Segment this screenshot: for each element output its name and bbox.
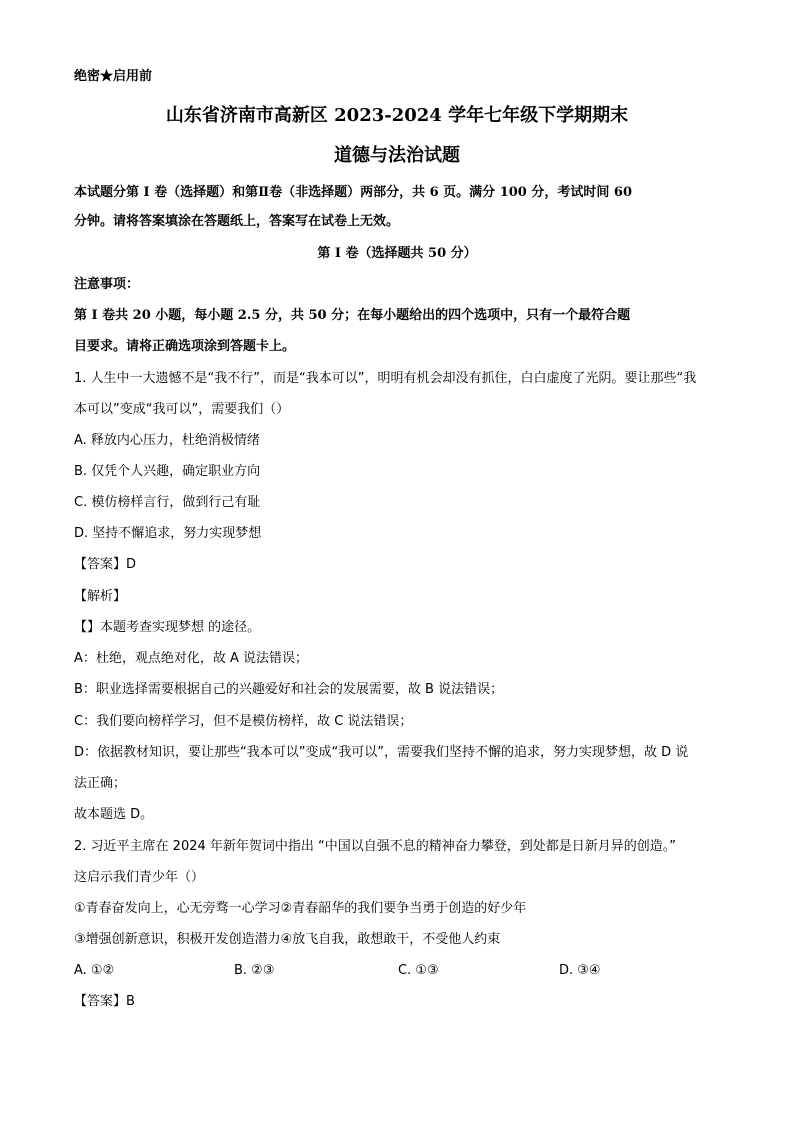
q2-option-d: D. ③④ [559,963,601,978]
q2-stem-line-2: 这启示我们青少年（） [74,870,205,885]
q1-stem-line-1: 1. 人生中一大遗憾不是“我不行”，而是“我本可以”，明明有机会却没有抓住，白白虚度了光阴。要让那些“我 [74,371,697,386]
q1-option-c: C. 模仿榜样言行，做到行己有耻 [74,495,261,510]
exam-title: 山东省济南市高新区 2023-2024 学年七年级下学期期末 [165,105,629,126]
q1-analysis-line: 法正确； [74,776,127,791]
q1-analysis-line: B：职业选择需要根据自己的兴趣爱好和社会的发展需要，故 B 说法错误； [74,682,504,697]
q2-answer: 【答案】B [74,994,135,1009]
q1-option-d: D. 坚持不懈追求，努力实现梦想 [74,526,262,541]
q1-analysis-line: D：依据教材知识，要让那些“我本可以”变成“我可以”，需要我们坚持不懈的追求，努力实现梦想，故 D 说 [74,745,689,760]
q1-stem-line-2: 本可以”变成“我可以”，需要我们（） [74,402,290,417]
exam-subtitle: 道德与法治试题 [334,145,460,166]
q1-option-a: A. 释放内心压力，杜绝消极情绪 [74,433,260,448]
q2-option-a: A. ①② [74,963,115,978]
q1-analysis-line: 故本题选 D。 [74,807,154,822]
intro-line-2: 分钟。请将答案填涂在答题纸上，答案写在试卷上无效。 [74,214,400,229]
q1-analysis-line: C：我们要向榜样学习，但不是模仿榜样，故 C 说法错误； [74,714,413,729]
q1-analysis-line: A：杜绝，观点绝对化，故 A 说法错误； [74,651,309,666]
intro-line-1: 本试题分第 I 卷（选择题）和第Ⅱ卷（非选择题）两部分，共 6 页。满分 100 分，考试时间 60 [74,185,632,200]
section-heading: 第 I 卷（选择题共 50 分） [317,246,477,261]
classification-label: 绝密★启用前 [74,69,153,84]
q2-statements-line-1: ①青春奋发向上，心无旁骛一心学习②青春韶华的我们要争当勇于创造的好少年 [74,901,527,916]
q1-option-b: B. 仅凭个人兴趣，确定职业方向 [74,464,261,479]
q2-option-b: B. ②③ [234,963,275,978]
q2-statements-line-2: ③增强创新意识，积极开发创造潜力④放飞自我，敢想敢干，不受他人约束 [74,932,501,947]
q2-stem-line-1: 2. 习近平主席在 2024 年新年贺词中指出 “中国以自强不息的精神奋力攀登，到处都是日新月异的创造。” [74,839,676,854]
notice-line-1: 第 I 卷共 20 小题，每小题 2.5 分，共 50 分；在每小题给出的四个选项中，只有一个最符合题 [74,308,631,323]
q2-option-c: C. ①③ [398,963,439,978]
notice-title: 注意事项： [74,277,140,292]
q1-analysis-label: 【解析】 [74,589,127,604]
notice-line-2: 目要求。请将正确选项涂到答题卡上。 [74,339,296,354]
q1-analysis-line: 【】本题考查实现梦想 的途径。 [74,620,261,635]
q1-answer: 【答案】D [74,557,137,572]
